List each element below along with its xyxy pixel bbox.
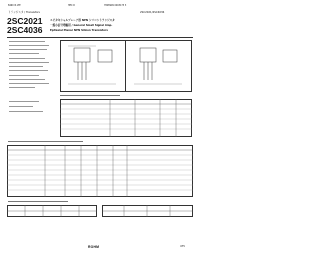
title-en: Epitaxial Planar NPN Silicon Transistors — [50, 29, 108, 32]
package-outline-drawings — [60, 40, 192, 92]
marking-grid — [102, 205, 193, 217]
electrical-characteristics-heading — [8, 141, 83, 142]
page-number: 475 — [180, 245, 185, 248]
header-code: 8469 IS LTE — [8, 4, 21, 7]
header-mid: HEC D — [68, 4, 75, 7]
abs-max-heading — [60, 95, 120, 96]
title-rule — [7, 37, 193, 38]
doc-type: トランジスタ / Transistors — [8, 11, 40, 14]
title-jp-1: エピタキシャルプレーナ形 NPN シリコントランジスタ — [50, 19, 115, 22]
abs-max-grid — [60, 99, 192, 137]
part-number-2: 2SC4036 — [7, 25, 43, 35]
electrical-grid — [7, 145, 193, 197]
hfe-grid — [7, 205, 97, 217]
rohm-logo: ROHM — [88, 245, 100, 249]
hfe-classification-heading — [8, 201, 68, 202]
header-right: 7828999 0003173 3 — [104, 4, 127, 7]
title-jp-2: 一般小信号増幅用 / General Small Signal Amp. — [50, 24, 113, 27]
part-header: 2SC2021/2SC4036 — [140, 11, 165, 14]
part-number-1: 2SC2021 — [7, 16, 43, 26]
